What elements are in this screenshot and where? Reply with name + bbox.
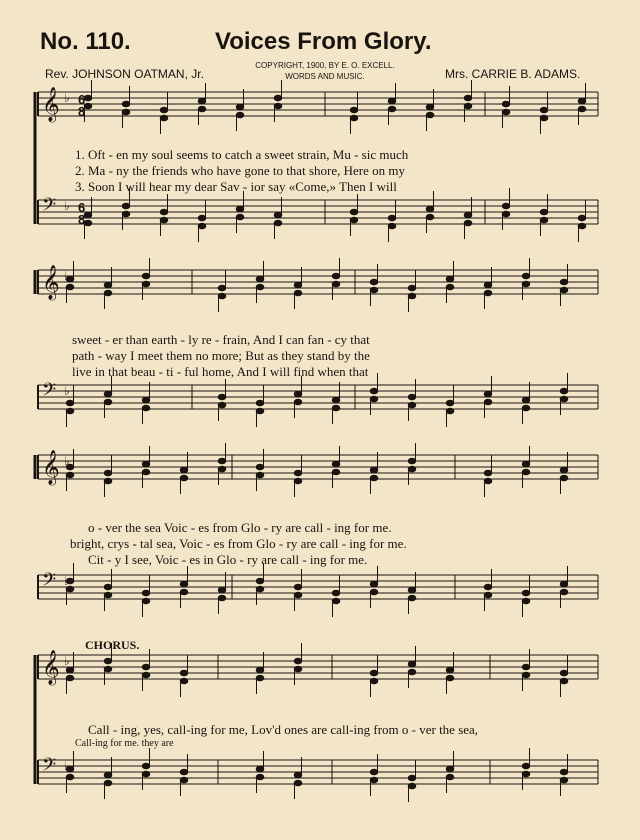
note-head — [522, 771, 530, 777]
note-head — [218, 466, 226, 472]
note-head — [484, 391, 492, 397]
note-head — [408, 458, 416, 464]
note-head — [370, 769, 378, 775]
note-head — [218, 293, 226, 299]
note-head — [578, 98, 586, 104]
note-head — [484, 584, 492, 590]
note-head — [122, 211, 130, 217]
note-head — [540, 217, 548, 223]
note-head — [294, 666, 302, 672]
note-head — [522, 469, 530, 475]
note-head — [256, 472, 264, 478]
note-head — [142, 672, 150, 678]
note-head — [370, 777, 378, 783]
note-head — [180, 475, 188, 481]
note-head — [426, 214, 434, 220]
note-head — [142, 771, 150, 777]
note-head — [160, 107, 168, 113]
note-head — [104, 584, 112, 590]
note-head — [560, 467, 568, 473]
bass-clef: 𝄢 — [42, 755, 57, 780]
note-head — [484, 592, 492, 598]
note-head — [370, 475, 378, 481]
note-head — [104, 658, 112, 664]
note-head — [218, 394, 226, 400]
lyric-line: path - way I meet them no more; But as they stand by the — [72, 348, 370, 363]
note-head — [446, 667, 454, 673]
note-head — [350, 209, 358, 215]
note-head — [578, 223, 586, 229]
words-and-music: WORDS AND MUSIC. — [285, 72, 365, 81]
note-head — [66, 408, 74, 414]
note-head — [560, 777, 568, 783]
note-head — [484, 470, 492, 476]
note-head — [332, 405, 340, 411]
lyric-line: o - ver the sea Voic - es from Glo - ry are call - ing for me. — [88, 520, 392, 535]
note-head — [294, 478, 302, 484]
note-head — [218, 458, 226, 464]
note-head — [142, 461, 150, 467]
note-head — [142, 664, 150, 670]
note-head — [522, 405, 530, 411]
flat-sign: ♭ — [64, 384, 70, 398]
note-head — [522, 664, 530, 670]
bass-clef: 𝄢 — [42, 570, 57, 595]
note-head — [142, 469, 150, 475]
bass-clef: 𝄢 — [42, 380, 57, 405]
note-head — [122, 109, 130, 115]
note-head — [84, 212, 92, 218]
note-head — [578, 215, 586, 221]
note-head — [142, 590, 150, 596]
note-head — [104, 282, 112, 288]
note-head — [104, 399, 112, 405]
note-head — [388, 106, 396, 112]
note-head — [370, 678, 378, 684]
note-head — [370, 396, 378, 402]
note-head — [198, 98, 206, 104]
note-head — [274, 220, 282, 226]
note-head — [370, 279, 378, 285]
note-head — [408, 783, 416, 789]
note-head — [502, 101, 510, 107]
flat-sign: ♭ — [64, 574, 70, 588]
note-head — [160, 115, 168, 121]
note-head — [332, 469, 340, 475]
note-head — [104, 478, 112, 484]
note-head — [256, 284, 264, 290]
note-head — [502, 203, 510, 209]
note-head — [464, 212, 472, 218]
flat-sign: ♭ — [64, 91, 70, 105]
note-head — [256, 586, 264, 592]
note-head — [484, 282, 492, 288]
note-head — [218, 587, 226, 593]
note-head — [142, 397, 150, 403]
flat-sign: ♭ — [64, 654, 70, 668]
note-head — [464, 220, 472, 226]
lyric-line: sweet - er than earth - ly re - frain, And I can fan - cy that — [72, 332, 370, 347]
author: Rev. JOHNSON OATMAN, Jr. — [45, 67, 204, 81]
note-head — [332, 598, 340, 604]
treble-clef: 𝄞 — [42, 87, 60, 122]
note-head — [198, 106, 206, 112]
note-head — [522, 281, 530, 287]
note-head — [160, 217, 168, 223]
note-head — [350, 107, 358, 113]
note-head — [464, 103, 472, 109]
note-head — [256, 766, 264, 772]
lyric-line: 2. Ma - ny the friends who have gone to that shore, Here on my — [75, 163, 405, 178]
note-head — [236, 214, 244, 220]
note-head — [122, 101, 130, 107]
note-head — [560, 589, 568, 595]
note-head — [408, 775, 416, 781]
note-head — [256, 276, 264, 282]
note-head — [350, 217, 358, 223]
note-head — [274, 95, 282, 101]
note-head — [180, 769, 188, 775]
note-head — [142, 405, 150, 411]
note-head — [446, 774, 454, 780]
copyright-line: COPYRIGHT, 1900, BY E. O. EXCELL. — [255, 61, 395, 70]
note-head — [66, 675, 74, 681]
note-head — [236, 104, 244, 110]
note-head — [560, 769, 568, 775]
note-head — [218, 402, 226, 408]
note-head — [236, 206, 244, 212]
note-head — [236, 112, 244, 118]
note-head — [370, 589, 378, 595]
note-head — [104, 592, 112, 598]
flat-sign: ♭ — [64, 199, 70, 213]
note-head — [84, 220, 92, 226]
treble-clef: 𝄞 — [42, 265, 60, 300]
note-head — [522, 461, 530, 467]
note-head — [198, 223, 206, 229]
note-head — [408, 661, 416, 667]
note-head — [180, 581, 188, 587]
note-head — [294, 584, 302, 590]
note-head — [560, 475, 568, 481]
note-head — [540, 107, 548, 113]
hymn-title: Voices From Glory. — [215, 28, 432, 55]
note-head — [332, 590, 340, 596]
time-signature-bottom: 8 — [78, 212, 86, 227]
note-head — [560, 670, 568, 676]
note-head — [560, 287, 568, 293]
note-head — [522, 397, 530, 403]
chorus-label: CHORUS. — [85, 638, 140, 652]
composer: Mrs. CARRIE B. ADAMS. — [445, 67, 581, 81]
note-head — [388, 98, 396, 104]
note-head — [350, 115, 358, 121]
note-head — [294, 290, 302, 296]
note-head — [408, 402, 416, 408]
note-head — [388, 215, 396, 221]
note-head — [446, 675, 454, 681]
note-head — [66, 400, 74, 406]
note-head — [294, 658, 302, 664]
note-head — [160, 209, 168, 215]
note-head — [408, 669, 416, 675]
note-head — [540, 115, 548, 121]
note-head — [484, 478, 492, 484]
lyric-line: Cit - y I see, Voic - es in Glo - ry are call - ing for me. — [88, 552, 368, 567]
note-head — [256, 400, 264, 406]
note-head — [370, 388, 378, 394]
note-head — [332, 461, 340, 467]
note-head — [142, 273, 150, 279]
bass-clef: 𝄢 — [42, 195, 57, 220]
note-head — [274, 103, 282, 109]
note-head — [294, 592, 302, 598]
note-head — [142, 281, 150, 287]
lyric-line-small: Call-ing for me. they are — [75, 738, 174, 749]
note-head — [560, 388, 568, 394]
note-head — [256, 667, 264, 673]
note-head — [502, 109, 510, 115]
note-head — [294, 391, 302, 397]
note-head — [66, 667, 74, 673]
note-head — [522, 598, 530, 604]
note-head — [484, 290, 492, 296]
note-head — [84, 103, 92, 109]
note-head — [256, 464, 264, 470]
note-head — [198, 215, 206, 221]
note-head — [388, 223, 396, 229]
note-head — [256, 774, 264, 780]
lyric-line: bright, crys - tal sea, Voic - es from Glo - ry are call - ing for me. — [70, 536, 407, 551]
note-head — [370, 287, 378, 293]
note-head — [540, 209, 548, 215]
note-head — [560, 279, 568, 285]
note-head — [180, 678, 188, 684]
note-head — [256, 578, 264, 584]
note-head — [294, 780, 302, 786]
note-head — [294, 399, 302, 405]
note-head — [180, 777, 188, 783]
note-head — [104, 780, 112, 786]
note-head — [560, 678, 568, 684]
lyric-line: Call - ing, yes, call-ing for me, Lov'd ones are call-ing from o - ver the sea, — [88, 722, 479, 737]
note-head — [408, 595, 416, 601]
note-head — [104, 470, 112, 476]
note-head — [332, 273, 340, 279]
note-head — [522, 763, 530, 769]
note-head — [446, 400, 454, 406]
note-head — [294, 282, 302, 288]
note-head — [180, 589, 188, 595]
note-head — [256, 675, 264, 681]
treble-clef: 𝄞 — [42, 450, 60, 485]
note-head — [426, 104, 434, 110]
note-head — [142, 763, 150, 769]
lyric-line: live in that beau - ti - ful home, And I will find when that — [72, 364, 369, 379]
note-head — [426, 112, 434, 118]
note-head — [104, 666, 112, 672]
note-head — [180, 467, 188, 473]
lyric-line: 3. Soon I will hear my dear Sav - ior say «Come,» Then I will — [75, 179, 397, 194]
flat-sign: ♭ — [64, 454, 70, 468]
note-head — [104, 391, 112, 397]
note-head — [522, 672, 530, 678]
treble-clef: 𝄞 — [42, 650, 60, 685]
note-head — [426, 206, 434, 212]
note-head — [332, 281, 340, 287]
note-head — [294, 470, 302, 476]
note-head — [408, 587, 416, 593]
note-head — [122, 203, 130, 209]
time-signature-top: 6 — [78, 200, 86, 215]
note-head — [408, 293, 416, 299]
note-head — [522, 590, 530, 596]
note-head — [142, 598, 150, 604]
note-head — [294, 772, 302, 778]
note-head — [370, 467, 378, 473]
hymn-number: No. 110. — [40, 28, 131, 55]
note-head — [446, 284, 454, 290]
note-head — [274, 212, 282, 218]
note-head — [464, 95, 472, 101]
time-signature-bottom: 8 — [78, 104, 86, 119]
note-head — [446, 276, 454, 282]
note-head — [446, 766, 454, 772]
note-head — [218, 285, 226, 291]
note-head — [560, 396, 568, 402]
note-head — [502, 211, 510, 217]
note-head — [522, 273, 530, 279]
note-head — [104, 290, 112, 296]
note-head — [446, 408, 454, 414]
note-head — [332, 397, 340, 403]
time-signature-top: 6 — [78, 92, 86, 107]
note-head — [408, 466, 416, 472]
flat-sign: ♭ — [64, 759, 70, 773]
note-head — [370, 670, 378, 676]
flat-sign: ♭ — [64, 269, 70, 283]
note-head — [66, 774, 74, 780]
lyric-line: 1. Oft - en my soul seems to catch a sweet strain, Mu - sic much — [75, 147, 409, 162]
note-head — [256, 408, 264, 414]
note-head — [218, 595, 226, 601]
note-head — [66, 284, 74, 290]
note-head — [66, 472, 74, 478]
note-head — [370, 581, 378, 587]
note-head — [84, 95, 92, 101]
note-head — [484, 399, 492, 405]
note-head — [180, 670, 188, 676]
note-head — [408, 394, 416, 400]
note-head — [104, 772, 112, 778]
note-head — [578, 106, 586, 112]
note-head — [408, 285, 416, 291]
note-head — [560, 581, 568, 587]
